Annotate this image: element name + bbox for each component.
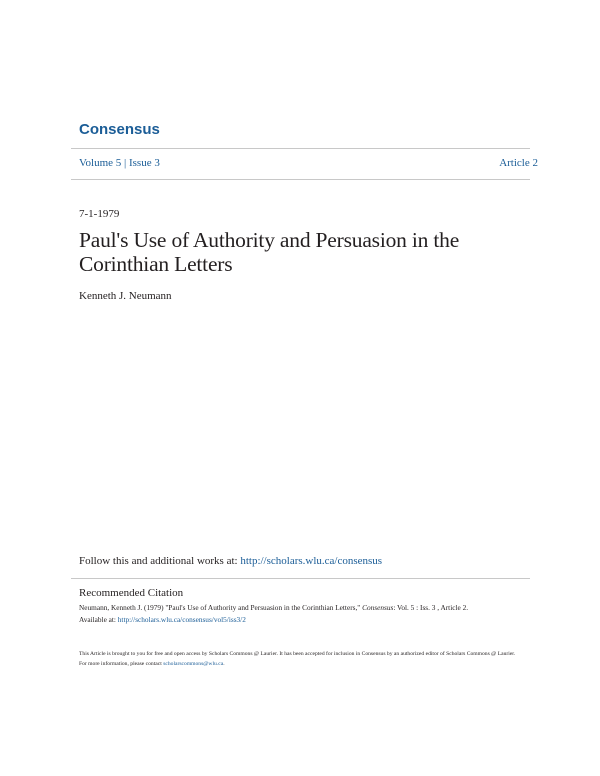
article-number-link[interactable]: Article 2	[499, 157, 538, 169]
publication-date: 7-1-1979	[79, 208, 120, 220]
follow-line	[79, 555, 382, 567]
footer-notice	[79, 649, 524, 669]
citation-line-end: : Vol. 5 : Iss. 3 , Article 2.	[393, 603, 469, 612]
header-divider-top	[71, 148, 530, 149]
footer-text: This Article is brought to you for free and open access by Scholars Commons @ Laurier. It has been accepted for inclusion in Consensus by an authorized editor of Scholars Commons @ Laurier. For more information, please contact	[79, 651, 516, 667]
article-title: Paul's Use of Authority and Persuasion in the Corinthian Letters	[79, 228, 460, 276]
citation-journal: Consensus	[362, 603, 394, 612]
follow-prefix: Follow this and additional works at:	[79, 555, 241, 567]
repository-link[interactable]: http://scholars.wlu.ca/consensus	[240, 555, 383, 567]
issue-link[interactable]: Issue 3	[128, 157, 160, 169]
issue-breadcrumb	[79, 157, 160, 169]
citation-link[interactable]: http://scholars.wlu.ca/consensus/vol5/iss3/2	[117, 615, 246, 624]
citation-divider	[71, 578, 530, 579]
contact-email-link[interactable]: scholarscommons@wlu.ca	[163, 661, 224, 667]
available-prefix: Available at:	[79, 615, 118, 624]
author-name: Kenneth J. Neumann	[79, 290, 172, 302]
citation-text	[79, 602, 524, 626]
volume-link[interactable]: Volume 5	[79, 157, 122, 169]
breadcrumb-separator: |	[124, 157, 127, 169]
journal-title[interactable]: Consensus	[79, 121, 160, 138]
footer-text-end: .	[223, 661, 225, 667]
recommended-citation-heading: Recommended Citation	[79, 587, 184, 599]
header-divider-bottom	[71, 179, 530, 180]
citation-line: Neumann, Kenneth J. (1979) "Paul's Use of Authority and Persuasion in the Corinthian Letters,"	[79, 603, 363, 612]
